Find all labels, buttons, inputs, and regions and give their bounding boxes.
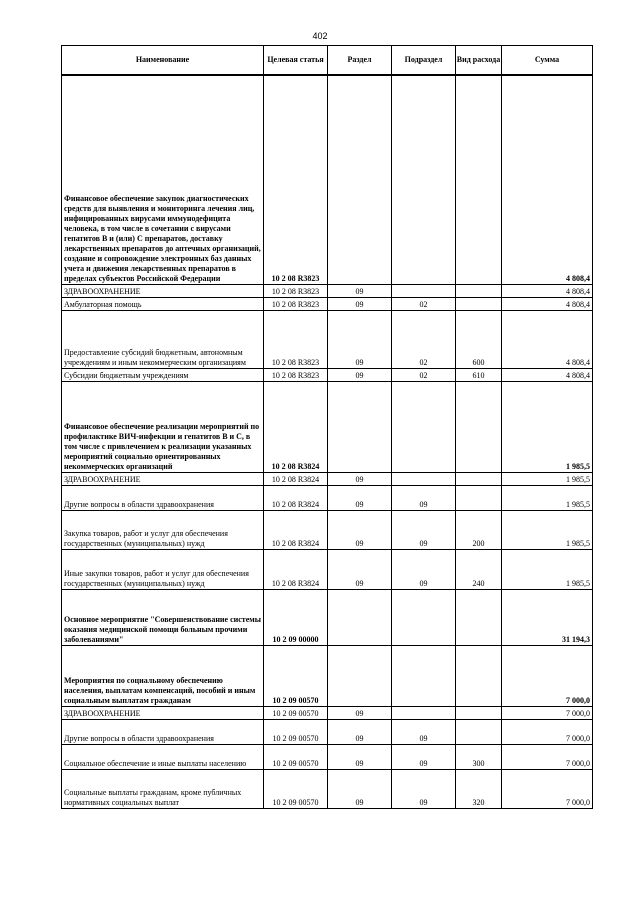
cell-section: 09 [328, 719, 392, 744]
table-row [62, 368, 593, 381]
cell-section [328, 75, 392, 284]
table-row [62, 744, 593, 769]
cell-amount: 7 000,0 [502, 706, 593, 719]
cell-expense-type [456, 485, 502, 510]
table-row [62, 549, 593, 589]
cell-expense-type: 610 [456, 368, 502, 381]
cell-subsection: 02 [392, 368, 456, 381]
table-row [62, 381, 593, 472]
table-row [62, 719, 593, 744]
cell-amount: 4 808,4 [502, 284, 593, 297]
cell-target: 10 2 08 R3823 [264, 297, 328, 310]
cell-amount: 7 000,0 [502, 645, 593, 706]
cell-subsection: 09 [392, 719, 456, 744]
cell-target: 10 2 08 R3824 [264, 485, 328, 510]
header-subsection: Подраздел [392, 46, 456, 76]
cell-expense-type: 200 [456, 510, 502, 549]
cell-subsection [392, 75, 456, 284]
cell-section [328, 381, 392, 472]
cell-name: Мероприятия по социальному обеспечению населения, выплатам компенсаций, пособий и иным социальным выплатам гражданам [62, 645, 264, 706]
cell-expense-type: 240 [456, 549, 502, 589]
header-expense-type: Вид расхода [456, 46, 502, 76]
cell-section: 09 [328, 706, 392, 719]
cell-name: Финансовое обеспечение закупок диагностических средств для выявления и мониторинга лечения лиц, инфицированных вирусами иммунодефицита человека, в том числе в сочетании с вирусами гепатитов В и (или) С препаратов, доставку лекарственных препаратов до аптечных организаций, создание и сопровождение электронных баз данных учета и движения лекарственных препаратов в пределах субъектов Российской Федерации [62, 75, 264, 284]
cell-subsection: 09 [392, 510, 456, 549]
cell-name: ЗДРАВООХРАНЕНИЕ [62, 284, 264, 297]
cell-expense-type [456, 297, 502, 310]
table-row [62, 510, 593, 549]
cell-target: 10 2 08 R3824 [264, 472, 328, 485]
cell-name: Предоставление субсидий бюджетным, автономным учреждениям и иным некоммерческим организациям [62, 310, 264, 368]
cell-amount: 1 985,5 [502, 381, 593, 472]
cell-section: 09 [328, 510, 392, 549]
cell-section: 09 [328, 297, 392, 310]
cell-target: 10 2 09 00570 [264, 744, 328, 769]
cell-target: 10 2 09 00570 [264, 719, 328, 744]
cell-amount: 7 000,0 [502, 744, 593, 769]
cell-target: 10 2 09 00570 [264, 769, 328, 808]
cell-amount: 4 808,4 [502, 310, 593, 368]
table-row [62, 75, 593, 284]
cell-target: 10 2 09 00000 [264, 589, 328, 645]
cell-amount: 1 985,5 [502, 485, 593, 510]
cell-name: Амбулаторная помощь [62, 297, 264, 310]
table-header-row [62, 46, 593, 76]
cell-subsection: 02 [392, 297, 456, 310]
cell-name: ЗДРАВООХРАНЕНИЕ [62, 472, 264, 485]
cell-subsection [392, 381, 456, 472]
cell-amount: 4 808,4 [502, 75, 593, 284]
cell-subsection [392, 645, 456, 706]
cell-target: 10 2 08 R3824 [264, 549, 328, 589]
table-row [62, 297, 593, 310]
cell-section: 09 [328, 744, 392, 769]
cell-target: 10 2 08 R3823 [264, 310, 328, 368]
cell-section [328, 645, 392, 706]
cell-expense-type [456, 381, 502, 472]
budget-table [61, 45, 593, 809]
table-row [62, 284, 593, 297]
cell-expense-type [456, 75, 502, 284]
table-row [62, 645, 593, 706]
cell-subsection: 09 [392, 549, 456, 589]
cell-expense-type [456, 472, 502, 485]
header-target: Целевая статья [264, 46, 328, 76]
table-row [62, 310, 593, 368]
cell-subsection [392, 472, 456, 485]
cell-name: Социальные выплаты гражданам, кроме публичных нормативных социальных выплат [62, 769, 264, 808]
table-row [62, 589, 593, 645]
cell-amount: 31 194,3 [502, 589, 593, 645]
header-amount: Сумма [502, 46, 593, 76]
cell-subsection [392, 589, 456, 645]
cell-section [328, 589, 392, 645]
cell-section: 09 [328, 310, 392, 368]
cell-name: Другие вопросы в области здравоохранения [62, 719, 264, 744]
cell-target: 10 2 08 R3823 [264, 75, 328, 284]
cell-section: 09 [328, 549, 392, 589]
cell-subsection: 02 [392, 310, 456, 368]
cell-expense-type: 320 [456, 769, 502, 808]
table-row [62, 485, 593, 510]
cell-section: 09 [328, 284, 392, 297]
cell-amount: 4 808,4 [502, 368, 593, 381]
cell-name: ЗДРАВООХРАНЕНИЕ [62, 706, 264, 719]
cell-target: 10 2 08 R3824 [264, 381, 328, 472]
cell-target: 10 2 08 R3824 [264, 510, 328, 549]
cell-expense-type [456, 284, 502, 297]
cell-expense-type [456, 645, 502, 706]
cell-name: Социальное обеспечение и иные выплаты населению [62, 744, 264, 769]
cell-expense-type [456, 706, 502, 719]
cell-expense-type [456, 719, 502, 744]
cell-section: 09 [328, 472, 392, 485]
cell-expense-type: 300 [456, 744, 502, 769]
header-section: Раздел [328, 46, 392, 76]
cell-name: Другие вопросы в области здравоохранения [62, 485, 264, 510]
cell-amount: 7 000,0 [502, 719, 593, 744]
cell-subsection: 09 [392, 485, 456, 510]
cell-expense-type: 600 [456, 310, 502, 368]
cell-subsection: 09 [392, 769, 456, 808]
cell-target: 10 2 08 R3823 [264, 368, 328, 381]
cell-section: 09 [328, 485, 392, 510]
cell-amount: 4 808,4 [502, 297, 593, 310]
table-row [62, 472, 593, 485]
table-row [62, 769, 593, 808]
cell-name: Основное мероприятие "Совершенствование системы оказания медицинской помощи больным прочими заболеваниями" [62, 589, 264, 645]
cell-subsection [392, 706, 456, 719]
cell-amount: 7 000,0 [502, 769, 593, 808]
header-name: Наименование [62, 46, 264, 76]
cell-target: 10 2 09 00570 [264, 706, 328, 719]
cell-name: Финансовое обеспечение реализации мероприятий по профилактике ВИЧ-инфекции и гепатитов В и С, в том числе с привлечением к реализации указанных мероприятий социально ориентированных некоммерческих организаций [62, 381, 264, 472]
cell-name: Иные закупки товаров, работ и услуг для обеспечения государственных (муниципальных) нужд [62, 549, 264, 589]
cell-expense-type [456, 589, 502, 645]
cell-target: 10 2 08 R3823 [264, 284, 328, 297]
cell-section: 09 [328, 769, 392, 808]
cell-name: Закупка товаров, работ и услуг для обеспечения государственных (муниципальных) нужд [62, 510, 264, 549]
cell-name: Субсидии бюджетным учреждениям [62, 368, 264, 381]
page-number: 402 [312, 31, 328, 41]
cell-target: 10 2 09 00570 [264, 645, 328, 706]
cell-amount: 1 985,5 [502, 472, 593, 485]
cell-amount: 1 985,5 [502, 510, 593, 549]
cell-amount: 1 985,5 [502, 549, 593, 589]
cell-subsection [392, 284, 456, 297]
cell-section: 09 [328, 368, 392, 381]
cell-subsection: 09 [392, 744, 456, 769]
table-row [62, 706, 593, 719]
